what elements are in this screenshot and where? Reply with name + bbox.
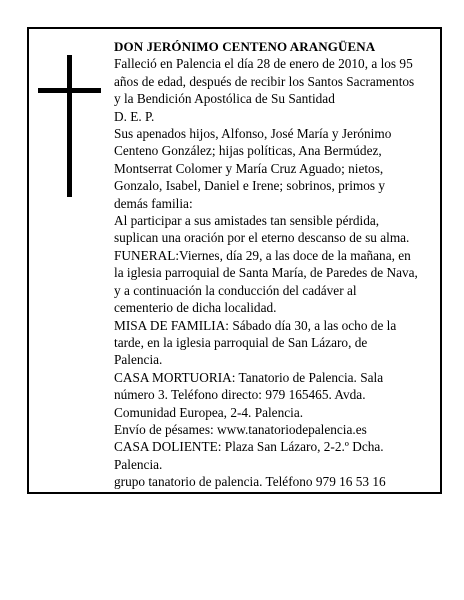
funeral-home-details: CASA MORTUORIA: Tanatorio de Palencia. Sala número 3. Teléfono directo: 979 165465. Avda. Comunidad Europea, 2-4. Palencia. — [114, 369, 384, 420]
family-list: Sus apenados hijos, Alfonso, José María y Jerónimo Centeno González; hijas políticas, Ana Bermúdez, Montserrat Colomer y María Cruz Aguado; nietos, Gonzalo, Isabel, Daniel e Irene; sobrinos, primos y demás familia: — [114, 126, 392, 211]
notice-body — [114, 38, 418, 491]
mourning-house-details: CASA DOLIENTE: Plaza San Lázaro, 2-2.º Dcha. Palencia. — [114, 439, 384, 472]
cross-horizontal-bar — [38, 88, 101, 93]
latin-cross-icon — [38, 55, 101, 197]
prayer-request: Al participar a sus amistades tan sensible pérdida, suplican una oración por el eterno descanso de su alma. — [114, 213, 410, 246]
rest-in-peace: D. E. P. — [114, 108, 155, 124]
deceased-name: DON JERÓNIMO CENTENO ARANGÜENA — [114, 39, 376, 54]
family-mass-details: MISA DE FAMILIA: Sábado día 30, a las ocho de la tarde, en la iglesia parroquial de San Lázaro, de Palencia. — [114, 317, 397, 368]
condolences-website: Envío de pésames: www.tanatoriodepalencia.es — [114, 421, 367, 437]
cross-vertical-bar — [67, 55, 72, 197]
death-announcement: Falleció en Palencia el día 28 de enero de 2010, a los 95 años de edad, después de recibir los Santos Sacramentos y la Bendición Apostólica de Su Santidad — [114, 56, 415, 107]
funeral-home-contact: grupo tanatorio de palencia. Teléfono 979 16 53 16 — [114, 474, 386, 490]
funeral-details: FUNERAL:Viernes, día 29, a las doce de la mañana, en la iglesia parroquial de Santa María, de Paredes de Nava, y a continuación la conducción del cadáver al cementerio de dicha localidad. — [114, 247, 418, 316]
